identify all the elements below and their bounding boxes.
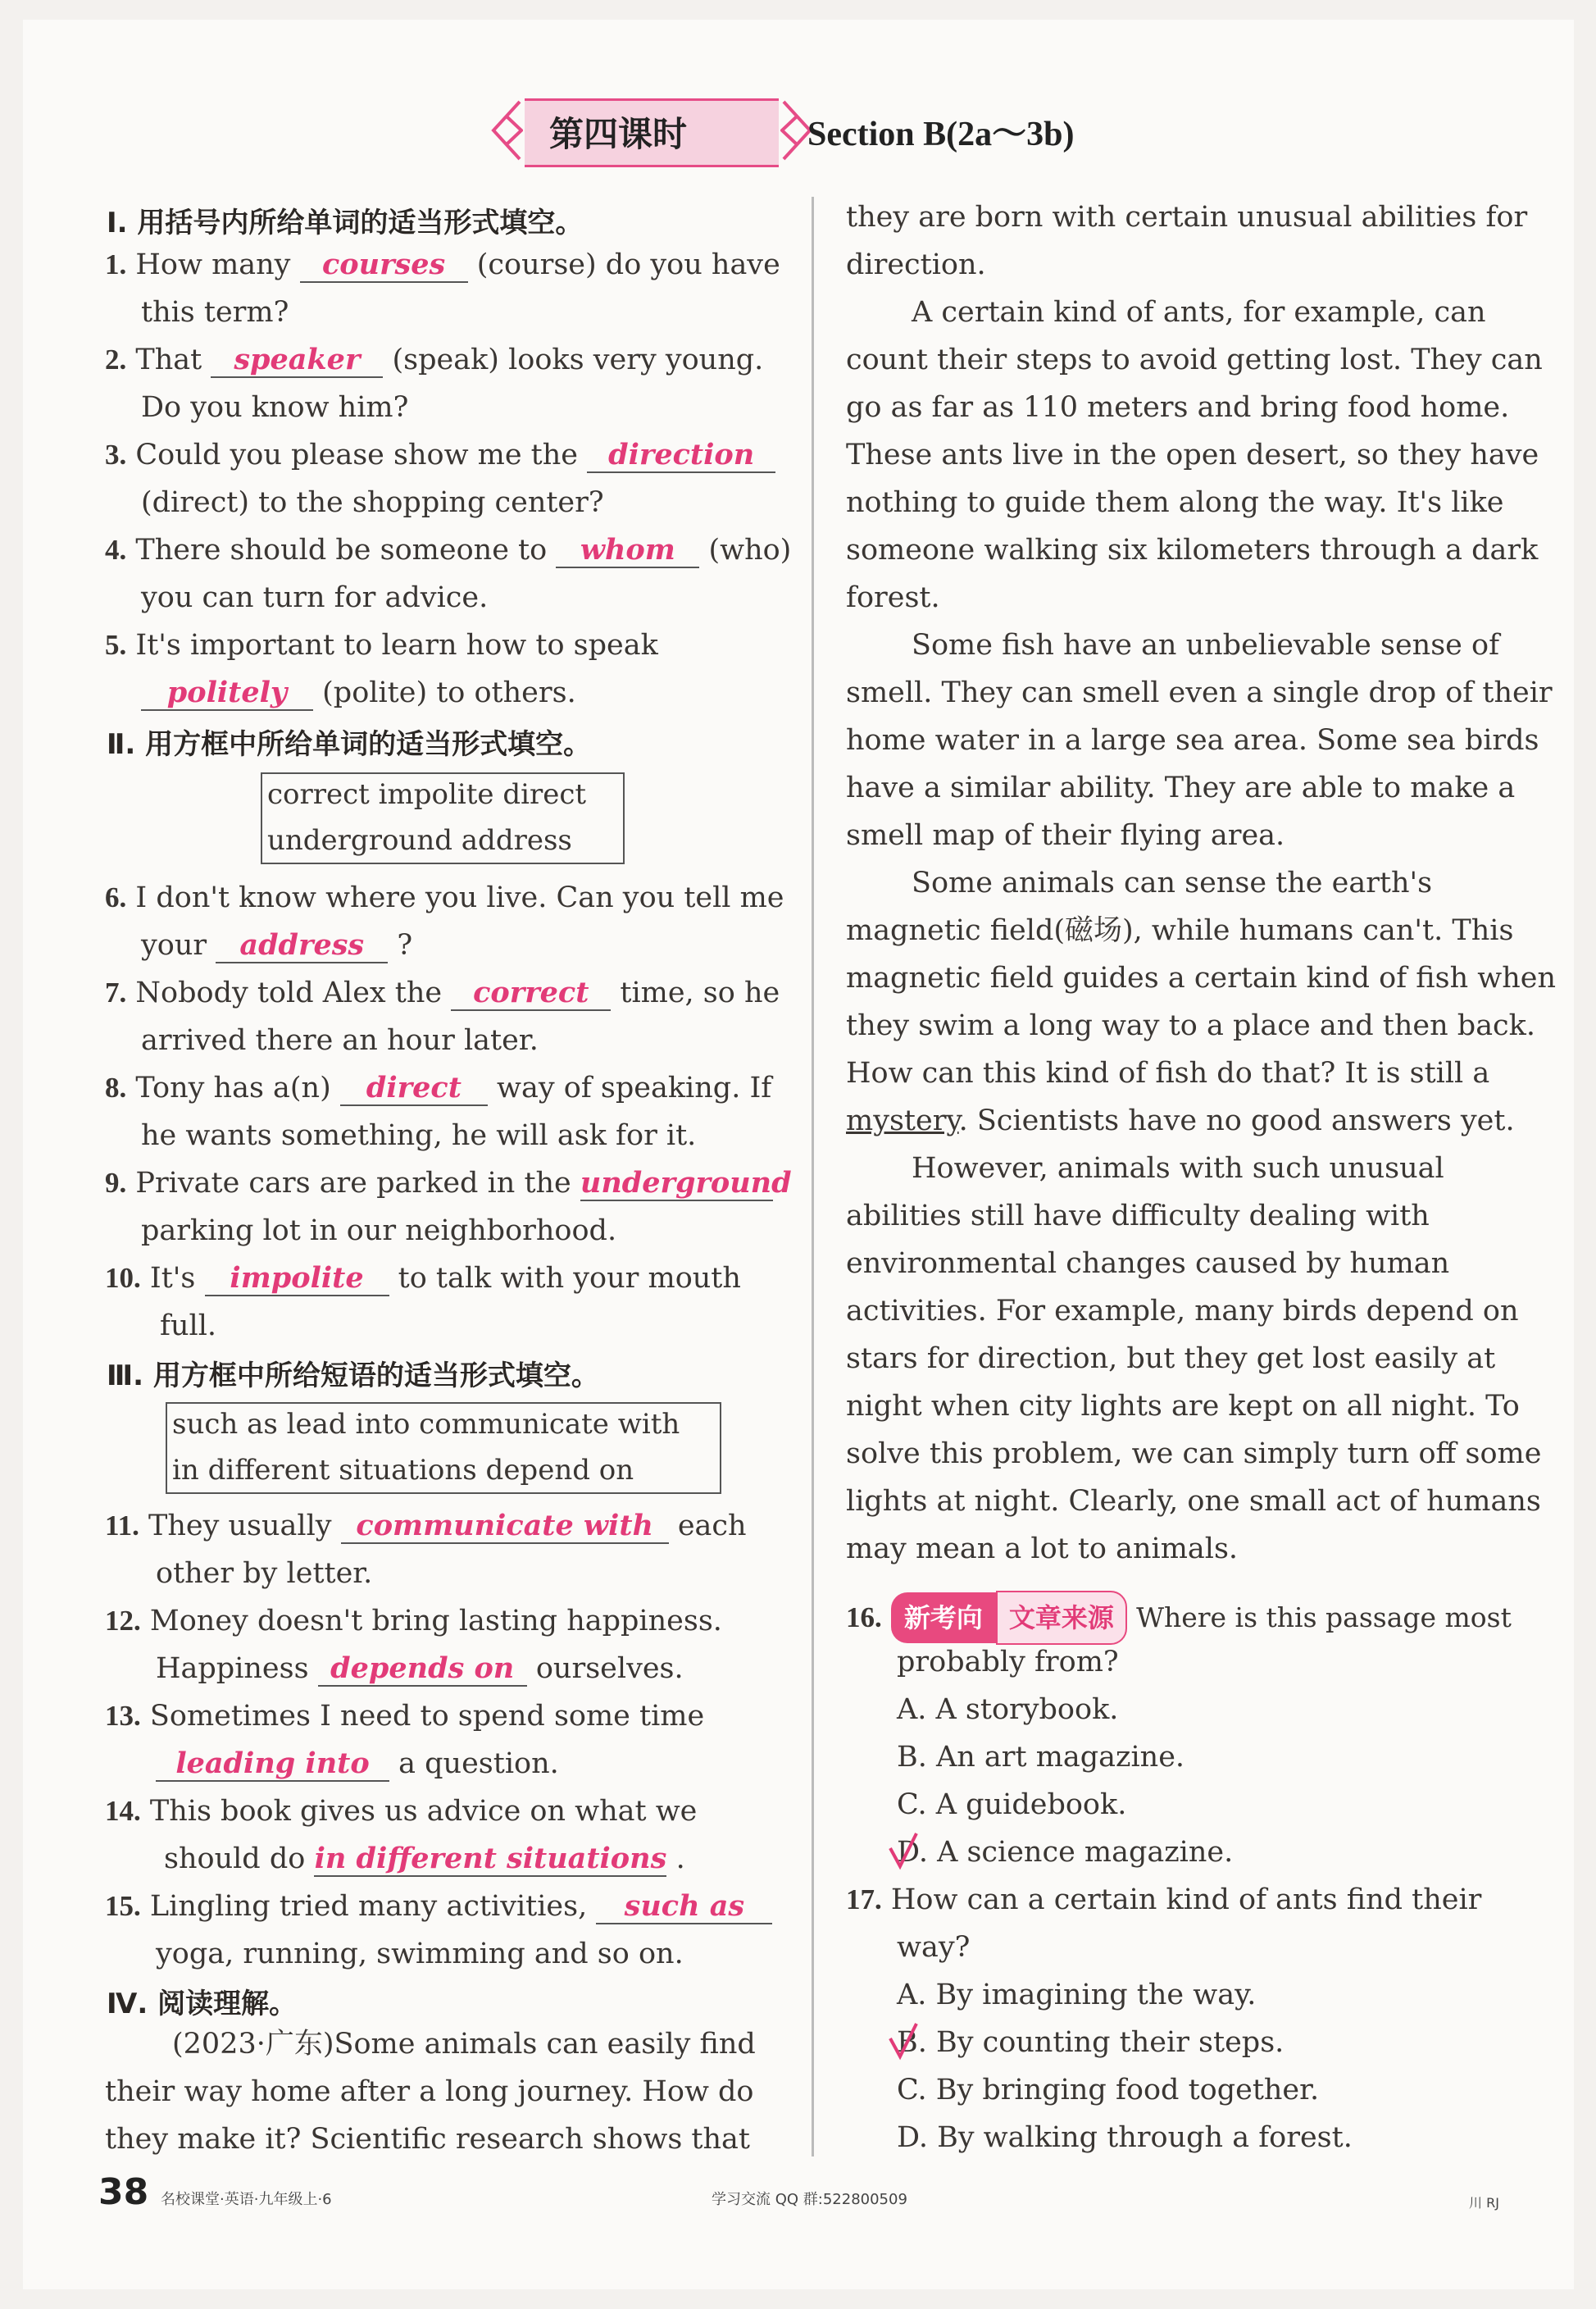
item-10: [105, 1255, 741, 1302]
lesson-header: [525, 98, 1508, 164]
underlined-word: mystery: [846, 1104, 959, 1137]
checkmark-icon: [887, 1830, 920, 1871]
item-6: [105, 874, 784, 922]
item-text: full.: [160, 1309, 217, 1342]
item-number: 15.: [105, 1890, 141, 1922]
new-trend-tag: 新考向: [891, 1592, 996, 1643]
item-number: 2.: [105, 344, 127, 376]
item-text: Sometimes I need to spend some time: [149, 1700, 705, 1733]
item-text: (polite) to others.: [322, 676, 576, 709]
answer-input[interactable]: direction: [608, 438, 755, 471]
source-tag: 文章来源: [996, 1591, 1127, 1645]
item-text: How many: [135, 248, 291, 281]
phrase-box: [166, 1402, 721, 1494]
question-16: [846, 1591, 1512, 1645]
item-number: 6.: [105, 881, 127, 913]
item-text: should do: [164, 1842, 306, 1875]
passage-line: magnetic field(磁场), while humans can't. This: [846, 914, 1514, 947]
passage-line: forest.: [846, 581, 940, 614]
answer-input[interactable]: speaker: [234, 343, 361, 376]
answer-input[interactable]: underground: [580, 1166, 792, 1200]
item-text: way of speaking. If: [497, 1072, 772, 1104]
word-box-line: correct impolite direct: [267, 778, 587, 811]
passage-line: How can this kind of fish do that? It is still a: [846, 1057, 1490, 1090]
item-number: 1.: [105, 248, 127, 280]
lesson-badge: [525, 98, 779, 167]
item-number: 11.: [105, 1510, 139, 1542]
passage-line: lights at night. Clearly, one small act of humans: [846, 1485, 1541, 1518]
passage-line: smell map of their flying area.: [846, 819, 1285, 852]
word-box-line: underground address: [267, 824, 572, 857]
item-5: [105, 622, 658, 669]
answer-input[interactable]: correct: [473, 976, 589, 1009]
item-text: Tony has a(n): [135, 1072, 331, 1104]
item-text: Could you please show me the: [135, 439, 579, 471]
item-number: 13.: [105, 1700, 141, 1732]
passage-line: abilities still have difficulty dealing with: [846, 1200, 1430, 1232]
passage-line: smell. They can smell even a single drop of their: [846, 676, 1553, 709]
item-text: Do you know him?: [141, 391, 409, 424]
item-15: [105, 1883, 772, 1930]
passage-line: they swim a long way to a place and then back.: [846, 1009, 1535, 1042]
passage-line: they make it? Scientific research shows that: [105, 2123, 750, 2156]
item-text: your: [141, 929, 207, 962]
item-text: this term?: [141, 296, 289, 329]
item-text: Money doesn't bring lasting happiness.: [149, 1605, 722, 1637]
word-box: [261, 772, 625, 864]
passage-line: night when city lights are kept on all night. To: [846, 1390, 1520, 1423]
item-number: 10.: [105, 1262, 141, 1294]
phrase-box-line: such as lead into communicate with: [172, 1408, 680, 1441]
passage-line: activities. For example, many birds depend on: [846, 1295, 1519, 1328]
item-14-cont: [164, 1835, 685, 1883]
item-text: Happiness: [156, 1652, 309, 1685]
item-text: you can turn for advice.: [141, 581, 489, 614]
item-9: [105, 1159, 792, 1207]
option-d[interactable]: D. A science magazine.: [897, 1836, 1234, 1869]
passage-line: have a similar ability. They are able to make a: [846, 772, 1516, 804]
item-number: 3.: [105, 439, 127, 471]
passage-line: direction.: [846, 248, 986, 281]
passage-line: These ants live in the open desert, so they have: [846, 439, 1539, 471]
item-text: (direct) to the shopping center?: [141, 486, 604, 519]
part1-title: Ⅰ. 用括号内所给单词的适当形式填空。: [107, 207, 584, 239]
item-text: yoga, running, swimming and so on.: [156, 1938, 684, 1970]
item-text: (who): [708, 534, 792, 567]
question-text: way?: [897, 1931, 971, 1964]
part4-title: Ⅳ. 阅读理解。: [107, 1988, 298, 2020]
passage-line: home water in a large sea area. Some sea birds: [846, 724, 1539, 757]
item-text: I don't know where you live. Can you tell me: [135, 881, 784, 914]
option-a[interactable]: A. By imagining the way.: [897, 1979, 1257, 2011]
passage-line: However, animals with such unusual: [912, 1152, 1444, 1185]
item-13: [105, 1692, 704, 1740]
answer-input[interactable]: in different situations: [314, 1842, 667, 1875]
question-17: [846, 1876, 1481, 1924]
question-number: 16.: [846, 1601, 882, 1633]
passage-line: (2023·广东)Some animals can easily find: [172, 2028, 756, 2061]
option-a[interactable]: A. A storybook.: [897, 1693, 1119, 1726]
item-7: [105, 969, 780, 1017]
lesson-label: 第四课时: [549, 114, 688, 154]
option-b[interactable]: B. An art magazine.: [897, 1741, 1185, 1774]
item-number: 4.: [105, 534, 127, 566]
answer-input[interactable]: politely: [166, 676, 288, 709]
item-text: Nobody told Alex the: [135, 977, 443, 1009]
checkmark-icon: [887, 2020, 920, 2061]
item-text: each: [677, 1510, 747, 1542]
item-text: (speak) looks very young.: [392, 344, 764, 376]
passage-line: solve this problem, we can simply turn off some: [846, 1437, 1542, 1470]
item-5-cont: [141, 669, 576, 717]
answer-input[interactable]: depends on: [330, 1651, 515, 1685]
question-text: probably from?: [897, 1646, 1119, 1678]
page-number: 38: [98, 2171, 149, 2213]
passage-line: count their steps to avoid getting lost. They can: [846, 344, 1543, 376]
column-divider: [812, 197, 814, 2156]
part2-title: Ⅱ. 用方框中所给单词的适当形式填空。: [107, 728, 592, 761]
qq-group: 学习交流 QQ 群:522800509: [712, 2191, 907, 2208]
item-text: They usually: [148, 1510, 332, 1542]
item-text: arrived there an hour later.: [141, 1024, 539, 1057]
answer-input[interactable]: direct: [366, 1071, 462, 1104]
item-13-cont: [156, 1740, 559, 1788]
book-title: 名校课堂·英语·九年级上·6: [161, 2191, 332, 2208]
item-text: .: [675, 1842, 685, 1875]
item-text: It's: [149, 1262, 196, 1295]
passage-line: their way home after a long journey. How do: [105, 2075, 754, 2108]
item-text: ourselves.: [535, 1652, 684, 1685]
passage-line: go as far as 110 meters and bring food home.: [846, 391, 1510, 424]
item-text: It's important to learn how to speak: [135, 629, 658, 662]
item-text: This book gives us advice on what we: [149, 1795, 698, 1828]
item-number: 14.: [105, 1795, 141, 1827]
item-text: Lingling tried many activities,: [149, 1890, 588, 1923]
item-number: 9.: [105, 1167, 127, 1199]
item-1: [105, 241, 780, 289]
passage-line: mystery. Scientists have no good answers yet.: [846, 1104, 1515, 1137]
answer-input[interactable]: courses: [321, 248, 446, 281]
passage-line: nothing to guide them along the way. It's like: [846, 486, 1504, 519]
item-number: 5.: [105, 629, 127, 661]
passage-line: someone walking six kilometers through a dark: [846, 534, 1539, 567]
option-c[interactable]: C. A guidebook.: [897, 1788, 1127, 1821]
passage-line: A certain kind of ants, for example, can: [912, 296, 1486, 329]
item-4: [105, 526, 791, 574]
option-d[interactable]: D. By walking through a forest.: [897, 2121, 1353, 2154]
item-6-cont: [141, 922, 412, 969]
question-text: How can a certain kind of ants find their: [890, 1883, 1482, 1916]
passage-line: magnetic field guides a certain kind of fish when: [846, 962, 1557, 995]
part3-title: Ⅲ. 用方框中所给短语的适当形式填空。: [107, 1359, 599, 1392]
item-14: [105, 1788, 697, 1835]
passage-line: stars for direction, but they get lost easily at: [846, 1342, 1496, 1375]
chevron-left-icon: [490, 100, 523, 161]
item-12: [105, 1597, 722, 1645]
item-12-cont: [156, 1645, 684, 1692]
item-text: to talk with your mouth: [398, 1262, 741, 1295]
answer-input[interactable]: whom: [580, 533, 675, 567]
edition-code: 川 RJ: [1469, 2195, 1499, 2211]
item-text: Private cars are parked in the: [135, 1167, 571, 1200]
item-number: 12.: [105, 1605, 141, 1637]
item-text: other by letter.: [156, 1557, 373, 1590]
option-c[interactable]: C. By bringing food together.: [897, 2074, 1320, 2106]
answer-input[interactable]: communicate with: [356, 1509, 653, 1542]
item-text: parking lot in our neighborhood.: [141, 1214, 617, 1247]
passage-line: Some animals can sense the earth's: [912, 867, 1433, 899]
passage-line: environmental changes caused by human: [846, 1247, 1450, 1280]
item-number: 7.: [105, 977, 127, 1009]
answer-input[interactable]: such as: [624, 1889, 745, 1923]
item-11: [105, 1502, 747, 1550]
item-text: time, so he: [620, 977, 780, 1009]
item-text: ?: [397, 929, 413, 962]
item-3: [105, 431, 775, 479]
item-text: There should be someone to: [135, 534, 548, 567]
item-8: [105, 1064, 771, 1112]
item-2: [105, 336, 763, 384]
item-text: (course) do you have: [476, 248, 780, 281]
question-text: Where is this passage most: [1136, 1601, 1512, 1633]
section-title: Section B(2a～3b): [807, 116, 1075, 153]
answer-input[interactable]: impolite: [230, 1261, 364, 1295]
phrase-box-line: in different situations depend on: [172, 1454, 634, 1487]
passage-line: may mean a lot to animals.: [846, 1533, 1239, 1565]
question-number: 17.: [846, 1883, 882, 1915]
item-text: he wants something, he will ask for it.: [141, 1119, 697, 1152]
answer-input[interactable]: address: [239, 928, 365, 962]
passage-line: Some fish have an unbelievable sense of: [912, 629, 1500, 662]
passage-line: they are born with certain unusual abilities for: [846, 201, 1528, 234]
item-text: a question.: [398, 1747, 559, 1780]
item-number: 8.: [105, 1072, 127, 1104]
item-text: That: [135, 344, 202, 376]
option-b[interactable]: B. By counting their steps.: [897, 2026, 1285, 2059]
answer-input[interactable]: leading into: [175, 1747, 370, 1780]
